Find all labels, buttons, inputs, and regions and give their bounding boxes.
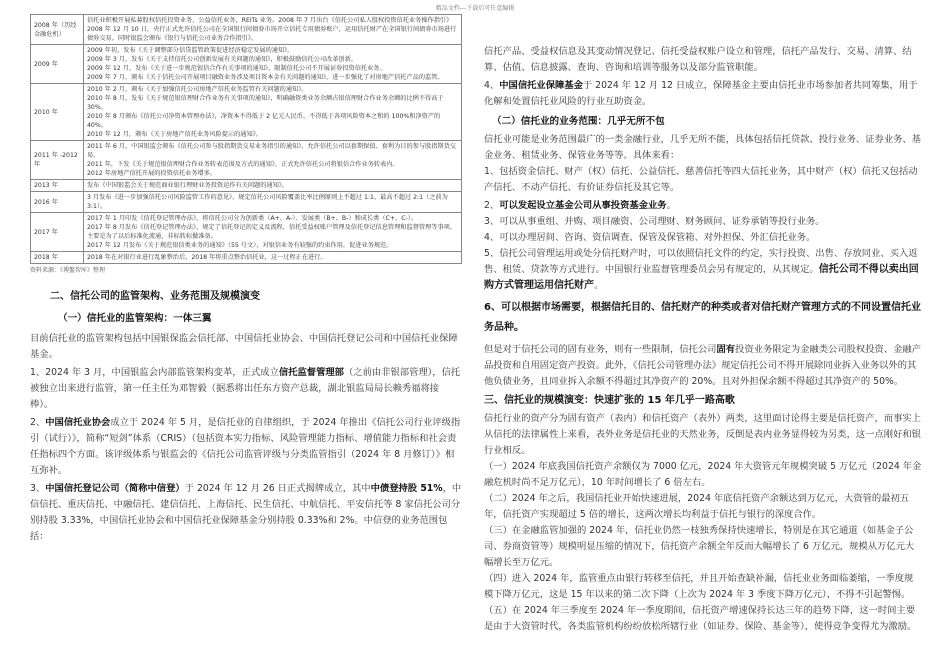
paragraph: （三）在金融监管加强的 2024 年，信托业仍然一枝独秀保持快速增长，特别是在其它通道（如基金子公司、券商资管等）规模明显压缩的情况下，信托资产余额全年反而大幅增长了 6 万亿元，规模从万亿元大幅增长至万亿元。: [484, 525, 915, 568]
timeline-entries: 2017 年 1 月印发《信托登记管理办法》，将信托公司分为创新类（A+、A-）、发展类（B+、B-）和成长类（C+、C-）。 2017 年 8 月发布《信托登记管理办法》，规定了信托登记的定义及流程，信托受益权账户管理及信托登记信息管理和监督管理等事项。主要是为了以后标准化流通，非标转标做准备。 2017 年 12 月发布《关于规范银信类业务的通知》（55 号文），对银信业务有较强的约束作用，促进业务规范。: [84, 213, 462, 252]
paragraph: 3、可以从事重组、并购、项目融资、公司理财、财务顾问、证券承销等投行业务。: [484, 216, 825, 227]
timeline-year: 2018 年: [31, 252, 84, 264]
timeline-year: 2008 年（历经金融危机）: [31, 15, 84, 45]
paragraph: 信托业可能是业务范围最广的一类金融行业，几乎无所不能，具体包括信托贷款、投行业务、证券业务、基金业务、租赁业务、保管业务等等。具体来看：: [484, 134, 921, 161]
subsection-2-heading: （二）信托业的业务范围：几乎无所不包: [492, 116, 665, 127]
section-3-heading: 三、信托业的规模演变：快速扩张的 15 年几乎一路高歌: [484, 395, 735, 406]
timeline-row: [31, 180, 462, 192]
timeline-entries: 2018 年在对银行业进行乱象整治后，2018 年将重点整治信托业，这一过程正在进行。: [84, 252, 462, 264]
paragraph: 目前信托业的监管架构包括中国银保监会信托部、中国信托业协会、中国信托登记公司和中国信托业保障基金。: [30, 333, 458, 360]
right-column: [484, 44, 922, 635]
paragraph: 4、可以办理居间、咨询、资信调查、保管及保管箱、对外担保、外汇信托业务。: [484, 232, 816, 243]
left-column: [30, 14, 462, 545]
paragraph: （四）进入 2024 年，监管重点由银行转移至信托，并且开始查缺补漏，信托业业务面临萎缩，一季度规模下降万亿元，这是 15 年以来的第二次下降（上次为 2024 年 3 季度下降万亿元），不得不引起警惕。: [484, 573, 914, 600]
table-source: 资料来源：《博鳌智库》整理: [30, 267, 106, 274]
paragraph: （一）2024 年底我国信托资产余额仅为 7000 亿元，2024 年大资管元年规模突破 5 万亿元（2024 年金融危机时尚不足万亿元），10 年时间增长了 6 倍左右。: [484, 461, 922, 488]
section-2-heading: 二、信托公司的监管架构、业务范围及规模演变: [50, 291, 260, 302]
timeline-entries: 2011 年 6 月，中国银监会颁布《信托公司参与股指期货交易业务指引的通知》，允许信托公司以套期保值、套利为目的参与股指期货交易。 2011 年，下发《关于规范银信理财合作业务转表范围及方式的通知》，正式允许信托公司将银信合作业务转表内。 2012 年房地产信托开展的投资信托业务增多。: [84, 141, 462, 180]
timeline-entries: 2010 年 2 月，颁布《关于加强信托公司房地产信托业务监管有关问题的通知》。 2010 年 8 月，发布《关于规范银信理财合作业务有关事项的通知》，明确融资类业务余额占银信理财合作业务余额的比例不得高于 30%。 2010 年 8 月颁布《信托公司净资本管理办法》，净资本不得低于 2 亿元人民币，不得低于各项风险资本之和的 100%和净资产的 40%。 2010 年 12 月，颁布《关于房地产信托业务风险提示的通知》。: [84, 84, 462, 141]
timeline-row: [31, 192, 462, 213]
page-header: 精品文档---下载后可任意编辑: [435, 5, 515, 12]
paragraph: 信托产品、受益权信息及其变动情况登记、信托受益权账户设立和管理，信托产品发行、交易、清算、结算、估值、信息披露、查询、咨询和培训等服务以及部分监管职能。: [484, 46, 912, 73]
timeline-year: 2016 年: [31, 192, 84, 213]
paragraph: 但是对于信托公司的固有业务，则有一些限制，信托公司固有投资业务限定为金融类公司股权投资、金融产品投资和自用固定资产投资。此外，《信托公司管理办法》规定信托公司不得开展除同业拆入业务以外的其他负债业务，且同业拆入余额不得超过其净资产的 20%。且对外担保余额不得超过其净资产的 50%。: [484, 344, 921, 387]
timeline-year: 2011 年 -2012 年: [31, 141, 84, 180]
paragraph: 2、中国信托业协会成立于 2024 年 5 月，是信托业的自律组织，于 2024 年推出《信托公司行业评级指引（试行）》，简称“短剑”体系（CRIS）（包括资本实力指标、风险管理能力指标、增值能力指标和社会责任指标四个方面。该评级体系与银监会的《信托公司监管评级与分类监管指引（2024 年 8 月修订）》相互弥补。: [30, 417, 461, 476]
timeline-row: [31, 45, 462, 84]
timeline-row: [31, 84, 462, 141]
timeline-entries: 发布《中国银监会关于规范商业银行理财业务投资运作有关问题的通知》。: [84, 180, 462, 192]
timeline-entries: 3 月发布《进一步加强信托公司风险监管工作的意见》，规定信托公司风险覆盖比率比例原则上不超过 1:1，最高不超过 2:1（之前为 3:1）。: [84, 192, 462, 213]
paragraph: 信托行业的资产分为固有资产（表内）和信托资产（表外）两类，这里面讨论得主要是信托资产，而事实上从信托的法律属性上来看，表外业务是信托业的天然业务，反倒是表内业务显得较为另类，这一点刚好和银行业相反。: [484, 413, 921, 456]
paragraph: 4、中国信托业保障基金于 2024 年 12 月 12 日成立，保障基金主要由信托业市场参加者共同筹集，用于化解和处置信托业风险的行业互助资金。: [484, 80, 918, 107]
timeline-year: 2013 年: [31, 180, 84, 192]
regulation-timeline-table: [30, 14, 462, 264]
timeline-entries: 2009 年初，发布《关于调整部分信贷监管政策促进经济稳定发展的通知》。 2009 年 3 月，发布《关于支持信托公司创新发展有关问题的通知》，积极鼓励信托公司改革创新。 2009 年 12 月，发布《关于进一步规范银信合作有关事项的通知》，限制信托公司不开展证券投资信托业务。 2009 年 7 月，颁布《关于信托公司开展项目融资业务涉及项目资本金有关问题的通知》，进一步强化了对房地产信托产品的监管。: [84, 45, 462, 84]
timeline-row: [31, 141, 462, 180]
paragraph: 6、可以根据市场需要，根据信托目的、信托财产的种类或者对信托财产管理方式的不同设置信托业务品种。: [484, 302, 921, 333]
paragraph: 2、可以发起设立基金公司从事投资基金业务。: [484, 200, 676, 211]
timeline-row: [31, 15, 462, 45]
paragraph: （五）在 2024 年三季度至 2024 年一季度期间，信托资产增速保持长达三年的趋势下降，这一时间主要是由于大资管时代，各类监管机构纷纷放松所辖行业（如证券、保险、基金等），使得竞争变得尤为激励。: [484, 605, 917, 632]
paragraph: 1、2024 年 3 月，中国银监会内部监管架构变革，正式成立信托监督管理部（之前由非银部管理），信托被独立出来进行监管，第一任主任为邓智毅（据悉将出任东方资产总裁，湖北银监局局长赖秀福将接棒）。: [30, 367, 461, 410]
paragraph: 1、包括资金信托、财产（权）信托、公益信托、慈善信托等四大信托业务，其中财产（权）信托又包括动产信托、不动产信托、有价证券信托及其它等。: [484, 166, 918, 193]
timeline-row: [31, 252, 462, 264]
subsection-1-heading: （一）信托业的监管架构：一体三翼: [58, 313, 212, 324]
timeline-year: 2017 年: [31, 213, 84, 252]
timeline-row: [31, 213, 462, 252]
paragraph: 5、信托公司管理运用或处分信托财产时，可以依照信托文件的约定，实行投资、出售、存放同业、买入返售、租赁、贷款等方式进行。中国银行业监督管理委员会另有规定的，从其规定。信托公司不得以卖出回购方式管理运用信托财产。: [484, 248, 919, 291]
timeline-entries: 信托业积极开展私募股权信托投资业务、公益信托业务，REITs 业务。2008 年 7 月出台《信托公司私人股权投资信托业务操作指引》 2008 年 12 月 10 日，央行正式允许信托公司在全国银行间债券市场开立信托专用债券账户，运用信托财产在全国银行间债券市场进行债券交易。同时银监会颁布《银行与信托公司业务合作指引》。: [84, 15, 462, 45]
paragraph: （二）2024 年之后，我国信托业开始快速进展，2024 年底信托资产余额达到万亿元，大资管的最初五年，信托资产实现超过 5 倍的增长，这两次增长均利益于信托与银行的深度合作。: [484, 493, 910, 520]
timeline-year: 2010 年: [31, 84, 84, 141]
paragraph: 3、中国信托登记公司（简称中信登）于 2024 年 12 月 26 日正式揭牌成立，其中中债登持股 51%，中信信托、重庆信托、中融信托、建信信托、上海信托、民生信托、中航信托、平安信托等 8 家信托公司分别持股 3.33%，中国信托业协会和中国信托业保障基金分别持股 0.33%和 2%。中信登的业务范围包括：: [30, 483, 462, 542]
timeline-year: 2009 年: [31, 45, 84, 84]
